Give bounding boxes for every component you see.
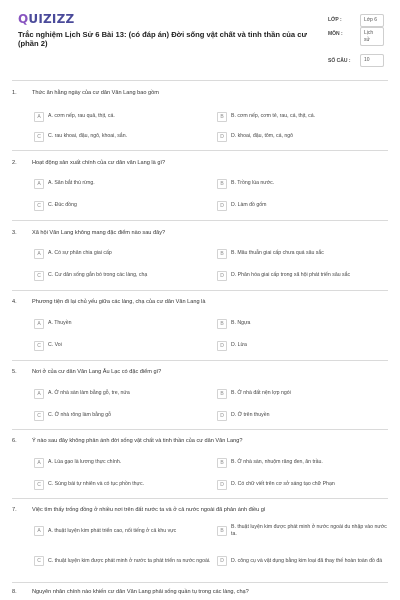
option-text: A. thuật luyện kim phát triển cao, nổi tiếng ở cả khu vực	[48, 527, 177, 534]
option-letter: C	[34, 411, 44, 421]
option-letter: C	[34, 271, 44, 281]
question-number: 7.	[12, 507, 17, 513]
option-a[interactable]	[34, 387, 130, 400]
option-d[interactable]	[217, 339, 247, 352]
option-text: A. Lúa gạo là lương thực chính.	[48, 459, 122, 466]
question-divider	[12, 429, 388, 430]
question-number: 5.	[12, 369, 17, 375]
question-text: Hoạt động sản xuất chính của cư dân văn Lang là gì?	[32, 160, 166, 166]
option-text: A. Săn bắt thú rừng.	[48, 180, 95, 187]
subject-value[interactable]: Lịch sử	[360, 27, 384, 46]
option-text: B. thuật luyện kim được phát minh ở nước ngoài du nhập vào nước ta.	[231, 524, 387, 537]
question-divider	[12, 290, 388, 291]
question-number: 6.	[12, 438, 17, 444]
option-letter: C	[34, 341, 44, 351]
option-letter: D	[217, 411, 227, 421]
option-a[interactable]	[34, 456, 121, 469]
option-text: D. Lừa	[231, 342, 247, 349]
option-letter: A	[34, 319, 44, 329]
option-b[interactable]	[217, 456, 323, 469]
option-b[interactable]	[217, 387, 291, 400]
option-letter: C	[34, 132, 44, 142]
option-c[interactable]	[34, 478, 144, 491]
option-letter: A	[34, 249, 44, 259]
option-c[interactable]	[34, 409, 111, 422]
option-letter: C	[34, 201, 44, 211]
question-text: Nơi ở của cư dân Văn Lang Âu Lạc có đặc điểm gì?	[32, 369, 162, 375]
question-text: Nguyên nhân chính nào khiến cư dân Văn Lang phải sống quần tụ trong các làng, chạ?	[32, 589, 249, 595]
option-text: A. Có sự phân chia giai cấp	[48, 250, 112, 257]
option-letter: B	[217, 249, 227, 259]
option-a[interactable]	[34, 177, 95, 190]
option-text: B. Trồng lúa nước.	[231, 180, 275, 187]
option-letter: A	[34, 389, 44, 399]
option-letter: D	[217, 201, 227, 211]
option-a[interactable]	[34, 317, 72, 330]
option-text: D. công cụ và vật dụng bằng kim loại đã thay thế hoàn toàn đồ đá	[231, 557, 383, 564]
option-c[interactable]	[34, 130, 127, 143]
option-letter: B	[217, 526, 227, 536]
question-text: Phương tiện đi lại chủ yếu giữa các làng, chạ của cư dân Văn Lang là	[32, 299, 206, 305]
option-letter: B	[217, 458, 227, 468]
option-text: D. Có chữ viết trên cơ sở sáng tạo chữ Phạn	[231, 481, 335, 488]
question-divider	[12, 498, 388, 499]
option-text: C. Đúc đồng	[48, 202, 77, 209]
subject-label: MÔN :	[328, 31, 343, 37]
option-b[interactable]	[217, 110, 315, 123]
question-count-value[interactable]: 10	[360, 54, 384, 67]
option-letter: A	[34, 526, 44, 536]
option-letter: C	[34, 556, 44, 566]
question-count-label: SỐ CÂU :	[328, 58, 351, 64]
option-a[interactable]	[34, 521, 212, 541]
class-label: LỚP :	[328, 17, 342, 23]
page-title: Trắc nghiệm Lịch Sử 6 Bài 13: (có đáp án) Đời sống vật chất và tinh thần của cư (phần 2)	[18, 30, 307, 49]
option-letter: B	[217, 389, 227, 399]
option-c[interactable]	[34, 269, 147, 282]
option-d[interactable]	[217, 409, 269, 422]
option-text: C. Ở nhà rông làm bằng gỗ	[48, 412, 111, 419]
option-letter: B	[217, 179, 227, 189]
option-b[interactable]	[217, 247, 324, 260]
question-divider	[12, 220, 388, 221]
option-c[interactable]	[34, 339, 62, 352]
option-d[interactable]	[217, 130, 293, 143]
option-text: C. Voi	[48, 342, 62, 349]
option-letter: C	[34, 480, 44, 490]
option-c[interactable]	[34, 551, 212, 571]
option-letter: B	[217, 112, 227, 122]
option-d[interactable]	[217, 478, 335, 491]
question-text: Việc tìm thấy trống đồng ở nhiều nơi trên đất nước ta và ở cả nước ngoài đã phản ánh điều gì	[32, 507, 266, 513]
header-divider	[12, 80, 388, 81]
option-b[interactable]	[217, 521, 389, 541]
option-letter: D	[217, 556, 227, 566]
option-a[interactable]	[34, 247, 112, 260]
option-text: C. rau khoai, đậu, ngô, khoai, sắn.	[48, 133, 128, 140]
option-letter: D	[217, 341, 227, 351]
class-value[interactable]: Lớp 6	[360, 14, 384, 27]
option-text: C. Sùng bái tự nhiên và có tục phồn thực.	[48, 481, 145, 488]
option-c[interactable]	[34, 199, 77, 212]
option-letter: D	[217, 480, 227, 490]
option-text: B. cơm nếp, cơm tẻ, rau, cá, thịt, cá.	[231, 113, 316, 120]
option-text: B. Ngựa	[231, 320, 251, 327]
option-text: B. Ở nhà đất nện lợp ngói	[231, 390, 291, 397]
option-text: D. Ở trên thuyền	[231, 412, 270, 419]
question-number: 4.	[12, 299, 17, 305]
question-text: Ý nào sau đây không phản ánh đời sống vật chất và tinh thần của cư dân Văn Lang?	[32, 438, 243, 444]
option-text: D. khoai, đậu, tôm, cá, ngô	[231, 133, 293, 140]
option-letter: A	[34, 112, 44, 122]
option-text: A. Ở nhà sàn làm bằng gỗ, tre, nứa	[48, 390, 130, 397]
option-text: B. Mâu thuẫn giai cấp chưa quá sâu sắc	[231, 250, 324, 257]
question-number: 1.	[12, 90, 17, 96]
option-text: C. thuật luyện kim được phát minh ở nước ta phát triển ra nước ngoài.	[48, 557, 211, 564]
option-d[interactable]	[217, 269, 350, 282]
option-d[interactable]	[217, 199, 266, 212]
option-text: A. cơm nếp, rau quả, thịt, cá.	[48, 113, 115, 120]
question-text: Xã hội Văn Lang không mang đặc điểm nào sau đây?	[32, 230, 166, 236]
option-d[interactable]	[217, 551, 389, 571]
option-letter: A	[34, 179, 44, 189]
question-number: 3.	[12, 230, 17, 236]
option-letter: B	[217, 319, 227, 329]
option-a[interactable]	[34, 110, 115, 123]
option-letter: A	[34, 458, 44, 468]
option-letter: D	[217, 271, 227, 281]
option-b[interactable]	[217, 317, 250, 330]
question-divider	[12, 360, 388, 361]
question-divider	[12, 582, 388, 583]
question-divider	[12, 150, 388, 151]
option-text: B. Ở nhà sàn, nhuộm răng đen, ăn trầu.	[231, 459, 323, 466]
option-text: D. Làm đồ gốm	[231, 202, 267, 209]
question-number: 2.	[12, 160, 17, 166]
option-text: A. Thuyền	[48, 320, 72, 327]
option-b[interactable]	[217, 177, 274, 190]
option-text: D. Phân hóa giai cấp trong xã hội phát triển sâu sắc	[231, 272, 351, 279]
quizizz-logo: QUIZIZZ	[18, 12, 75, 26]
option-text: C. Cư dân sống gắn bó trong các làng, chạ	[48, 272, 148, 279]
question-number: 8.	[12, 589, 17, 595]
option-letter: D	[217, 132, 227, 142]
question-text: Thức ăn hằng ngày của cư dân Văn Lang bao gồm	[32, 90, 159, 96]
